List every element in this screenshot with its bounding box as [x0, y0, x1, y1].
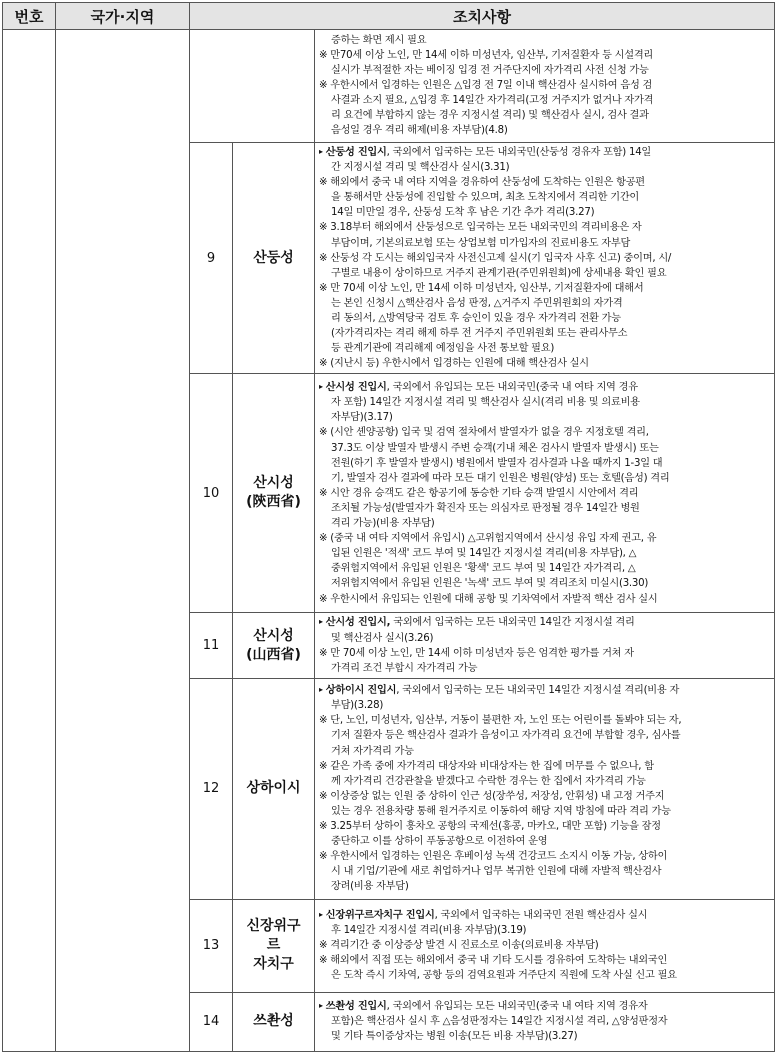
measure-lead-title: 산둥성 진입시: [325, 147, 387, 158]
measure-line: 저위험지역에서 유입된 인원은 '녹색' 코드 부여 및 격리조치 미실시(3.30): [331, 578, 649, 590]
measure-lead-line: [319, 682, 770, 698]
table-body: [3, 30, 775, 1052]
region-name-line: 신장위구: [246, 918, 301, 935]
measure-lead-line: [319, 907, 770, 923]
measure-line: 리 요건에 부합하지 않는 경우 지정시설 격리) 및 핵산검사 실시, 검사 결과: [331, 110, 649, 122]
measure-line: ※ 만70세 이상 노인, 만 14세 이하 미성년자, 임산부, 기저질환자 등 시설격리: [319, 49, 654, 61]
measure-line: 음성일 경우 격리 해제(비용 자부담)(4.8): [331, 125, 508, 137]
measure-line: 후 14일간 지정시설 격리(비용 자부담)(3.19): [331, 925, 527, 937]
region-name: [233, 678, 315, 899]
triangle-bullet-icon: ▸: [319, 382, 323, 392]
measure-line: 께 자가격리 건강관찰을 받겠다고 수락한 경우는 한 집에서 자가격리 가능: [331, 775, 646, 787]
measure-line: ※ 산둥성 각 도시는 해외입국자 사전신고제 실시(기 입국자 사후 신고) 중이며, 시/: [319, 252, 672, 264]
measure-line: ※ 우한시에서 유입되는 인원에 대해 공항 및 기차역에서 자발적 핵산 검사 실시: [319, 593, 658, 605]
measure-line: (자가격리자는 격리 해제 하루 전 거주지 주민위원회 또는 관리사무소: [331, 328, 628, 340]
measure-line: 자 포함) 14일간 지정시설 격리 및 핵산검사 실시(격리 비용 및 의료비용: [331, 397, 640, 409]
row-number: 10: [190, 374, 233, 613]
blank-subregion-cell: [190, 30, 315, 143]
triangle-bullet-icon: ▸: [319, 1001, 323, 1011]
measure-lead-line: [319, 379, 770, 395]
measure-line: ※ 3.18부터 해외에서 산둥성으로 입국하는 모든 내외국민의 격리비용은 자: [319, 222, 642, 234]
measure-line: 은 도착 즉시 기차역, 공항 등의 검역요원과 거주단지 직원에 도착 사실 신고 필요: [331, 970, 677, 982]
measure-line: 구별로 내용이 상이하므로 거주지 관계기관(주민위원회)에 상세내용 확인 필요: [331, 267, 667, 279]
measure-lead-text: , 국외에서 유입되는 모든 내외국민(중국 내 여타 지역 경유자: [386, 1001, 648, 1013]
row-number: 12: [190, 678, 233, 899]
region-name-line: 상하이시: [246, 780, 301, 797]
measure-line: 포함)은 핵산검사 실시 후 △음성판정자는 14일간 지정시설 격리, △양성판정자: [331, 1016, 668, 1028]
measure-line: ※ 우한시에서 입경하는 인원은 후베이성 녹색 건강코드 소지시 이동 가능, 상하이: [319, 851, 668, 863]
measure-cell: [315, 30, 775, 143]
row-number: 11: [190, 613, 233, 678]
measure-line: ※ 단, 노인, 미성년자, 임산부, 거동이 불편한 자, 노인 또는 어린이를 돌봐야 되는 자,: [319, 715, 682, 727]
measure-line: 증하는 화면 제시 필요: [331, 34, 427, 46]
region-name: [233, 374, 315, 613]
measure-lead-title: 신장위구르자치구 진입시: [325, 910, 435, 922]
measure-line: 등 관계기관에 격리해제 예정임을 사전 통보할 필요): [331, 343, 555, 355]
measure-line: 거쳐 자가격리 가능: [331, 745, 414, 757]
row-number: 14: [190, 992, 233, 1051]
measure-line: ※ 3.25부터 상하이 훙차오 공항의 국제선(홍콩, 마카오, 대만 포함) 기능을 잠정: [319, 820, 661, 832]
measure-line: 장려(비용 자부담): [331, 881, 409, 893]
measure-line: 조치될 가능성(발열자가 확진자 또는 의심자로 판정될 경우 14일간 병원: [331, 502, 640, 514]
region-name-line: 산시성: [253, 475, 294, 492]
measure-lead-title: 산시성 진입시: [325, 382, 387, 394]
header-measures: 조치사항: [190, 3, 775, 30]
triangle-bullet-icon: ▸: [319, 910, 323, 920]
measure-line: 격리 가능)(비용 자부담): [331, 518, 435, 530]
region-name-line: (山西省): [246, 646, 301, 663]
region-name-line: 산둥성: [253, 249, 294, 266]
measure-line: 부담)(3.28): [331, 700, 384, 712]
measure-lead-text: , 국외에서 유입되는 모든 내외국민(중국 내 여타 지역 경유: [386, 382, 638, 394]
measure-line: ※ 같은 가족 중에 자가격리 대상자와 비대상자는 한 집에 머무를 수 없으나, 함: [319, 760, 654, 772]
measure-lead-line: [319, 144, 770, 160]
measure-line: 중단하고 이를 상하이 푸동공항으로 이전하여 운영: [331, 836, 548, 848]
measure-line: ※ 해외에서 중국 내 여타 지역을 경유하여 산둥성에 도착하는 인원은 항공편: [319, 177, 645, 189]
measure-line: ※ 격리기간 중 이상증상 발견 시 진료소로 이송(의료비용 자부담): [319, 940, 599, 952]
measure-line: 사결과 소지 필요, △입경 후 14일간 자가격리(고정 거주지가 없거나 자가격: [331, 95, 654, 107]
measure-line: 기저 질환자 등은 핵산검사 결과가 음성이고 자가격리 요건에 부합할 경우, 심사를: [331, 730, 681, 742]
measure-line: 중위험지역에서 유입된 인원은 '황색' 코드 부여 및 14일간 자가격리, △: [331, 563, 636, 575]
header-number: 번호: [3, 3, 56, 30]
table-row-continuation: [3, 30, 775, 143]
measure-lead-title: 상하이시 진입시: [325, 685, 397, 697]
measure-line: 실시가 부적절한 자는 베이징 입경 전 거주단지에 자가격리 사전 신청 가능: [331, 64, 649, 76]
measure-line: 시 내 기업/기관에 새로 취업하거나 업무 복귀한 인원에 대해 자발적 핵산검사: [331, 866, 662, 878]
row-number: 9: [190, 143, 233, 374]
measure-line: 는 본인 신청시 △핵산검사 음성 판정, △거주지 주민위원회의 자가격: [331, 297, 623, 309]
measure-line: ※ (지난시 등) 우한시에서 입경하는 인원에 대해 핵산검사 실시: [319, 358, 589, 370]
measure-cell: [315, 143, 775, 374]
region-name: [233, 992, 315, 1051]
region-name-line: 산시성: [253, 627, 294, 644]
measure-line: 입된 인원은 '적색' 코드 부여 및 14일간 지정시설 격리(비용 자부담), △: [331, 548, 637, 560]
triangle-bullet-icon: ▸: [319, 685, 323, 695]
measure-cell: [315, 613, 775, 678]
measure-line: ※ 시안 경유 승객도 같은 항공기에 동승한 기타 승객 발열시 시안에서 격리: [319, 487, 639, 499]
measure-cell: [315, 678, 775, 899]
measure-line: 및 핵산검사 실시(3.26): [331, 632, 434, 644]
triangle-bullet-icon: ▸: [319, 147, 323, 156]
region-name-line: 쓰촨성: [253, 1013, 294, 1030]
measure-line: ※ 해외에서 직접 또는 해외에서 중국 내 기타 도시를 경유하여 도착하는 내외국인: [319, 955, 668, 967]
measure-lead-title: 산시성 진입시,: [325, 617, 391, 629]
measure-line: ※ (중국 내 여타 지역에서 유입시) △고위험지역에서 산시성 유입 자제 권고, 유: [319, 533, 657, 545]
header-country-region: 국가·지역: [56, 3, 190, 30]
measure-line: 간 지정시설 격리 및 핵산검사 실시(3.31): [331, 162, 510, 174]
measure-lead-title: 쓰촨성 진입시: [325, 1001, 387, 1013]
measure-line: 을 통해서만 산둥성에 진입할 수 있으며, 최초 도착지에서 격리한 기간이: [331, 192, 640, 204]
measure-line: ※ 우한시에서 입경하는 인원은 △입경 전 7일 이내 핵산검사 실시하여 음성 검: [319, 79, 653, 91]
measure-lead-text: , 국외에서 입국하는 모든 내외국민(산둥성 경유자 포함) 14일: [386, 147, 652, 158]
measures-table: [2, 2, 775, 1052]
measure-lead-line: [319, 998, 770, 1014]
measure-line: 리 동의서, △방역당국 검토 후 승인이 있을 경우 자가격리 전환 가능: [331, 313, 621, 325]
measure-line: 있는 경우 전용차량 통해 원거주지로 이동하여 해당 지역 방침에 따라 격리 가능: [331, 805, 671, 817]
measure-cell: [315, 374, 775, 613]
measure-line: 전원(하기 후 발열자 발생시) 병원에서 발열자 검사결과 나올 때까지 1-3일 대: [331, 457, 663, 469]
blank-country-cell: [56, 30, 190, 1052]
measure-line: ※ 만 70세 이상 노인, 만 14세 이하 미성년자, 임산부, 기저질환자에 대해서: [319, 282, 644, 294]
region-name-line: (陝西省): [246, 494, 301, 511]
measure-line: 기, 발열자 검사 결과에 따라 모든 대기 인원은 병원(양성) 또는 호텔(음성) 격리: [331, 472, 670, 484]
region-name-line: 자치구: [253, 956, 294, 973]
measure-line: 및 기타 특이증상자는 병원 이송(모든 비용 자부담)(3.27): [331, 1031, 578, 1043]
measure-lead-text: , 국외에서 입국하는 모든 내외국민 14일간 지정시설 격리(비용 자: [396, 685, 680, 697]
triangle-bullet-icon: ▸: [319, 617, 323, 627]
region-name: [233, 899, 315, 992]
measure-line: ※ 이상증상 없는 인원 중 상하이 인근 성(장쑤성, 저장성, 안휘성) 내 고정 거주지: [319, 790, 665, 802]
measure-lead-text: 국외에서 입국하는 모든 내외국민 14일간 지정시설 격리: [390, 617, 635, 629]
measure-line: 자부담)(3.17): [331, 412, 393, 424]
measure-lead-text: , 국외에서 입국하는 내외국민 전원 핵산검사 실시: [434, 910, 648, 922]
region-name: [233, 613, 315, 678]
blank-number-cell: [3, 30, 56, 1052]
row-number: 13: [190, 899, 233, 992]
measure-line: 37.3도 이상 발열자 발생시 주변 승객(기내 체온 검사시 발열자 발생시) 또는: [331, 442, 659, 454]
measure-cell: [315, 992, 775, 1051]
measure-line: ※ 만 70세 이상 노인, 만 14세 이하 미성년자 등은 엄격한 평가를 거쳐 자: [319, 647, 634, 659]
region-name-line: 르: [266, 937, 281, 954]
measure-line: ※ (시안 셴양공항) 입국 및 검역 절차에서 발열자가 없을 경우 지정호텔 격리,: [319, 427, 649, 439]
measure-lead-line: [319, 614, 770, 630]
table-header-row: [3, 3, 775, 30]
region-name: [233, 143, 315, 374]
measure-cell: [315, 899, 775, 992]
measure-line: 14일 미만일 경우, 산둥성 도착 후 남은 기간 추가 격리(3.27): [331, 207, 595, 219]
measure-line: 가격리 조건 부합시 자가격리 가능: [331, 662, 478, 674]
measure-line: 부담이며, 기본의료보험 또는 상업보험 미가입자의 진료비용도 자부담: [331, 237, 631, 249]
